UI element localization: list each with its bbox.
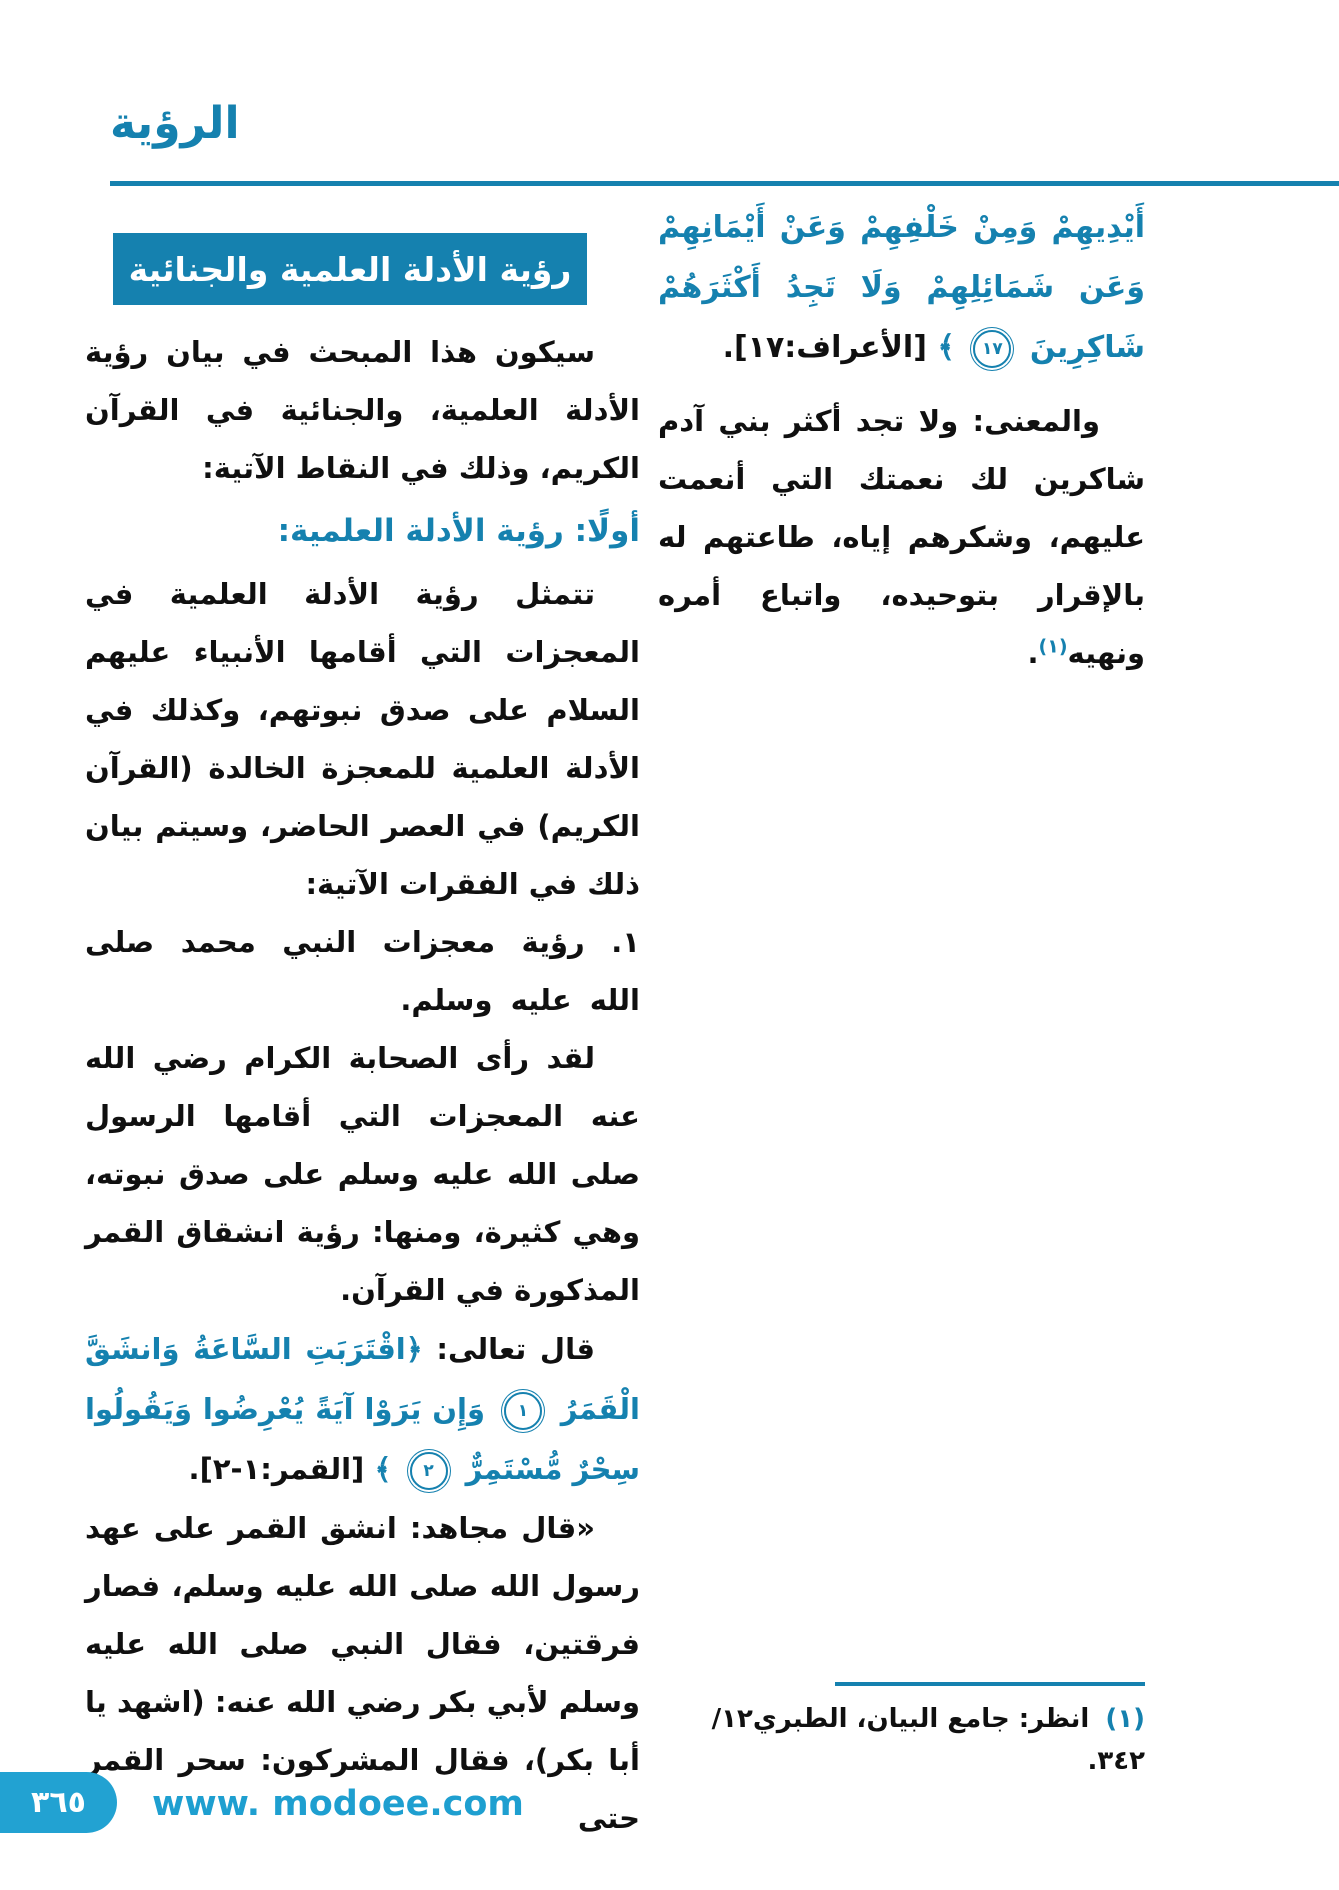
paragraph-quran-quote — [85, 1319, 640, 1499]
paragraph-mujahid-narration: «قال مجاهد: انشق القمر على عهد رسول الله صلى الله عليه وسلم، فصار فرقتين، فقال النبي صلى الله عليه وسلم لأبي بكر رضي الله عنه: (اشهد يا أبا بكر)، فقال المشركون: سحر القمر حتى — [85, 1511, 640, 1835]
right-column — [658, 198, 1145, 682]
paragraph-evidence-overview: تتمثل رؤية الأدلة العلمية في المعجزات التي أقامها الأنبياء عليهم السلام على صدق نبوتهم، وكذلك في الأدلة العلمية للمعجزة الخالدة (القرآن الكريم) في العصر الحاضر، وسيتم بيان ذلك في الفقرات الآتية: — [85, 577, 640, 901]
quran-verse-text: أَيْدِيهِمْ وَمِنْ خَلْفِهِمْ وَعَنْ أَيْمَانِهِمْ وَعَن شَمَائِلِهِمْ وَلَا تَجِدُ أَكْثَرَهُمْ شَاكِرِينَ — [658, 210, 1145, 365]
subheading-scientific-evidence: أولًا: رؤية الأدلة العلمية: — [277, 513, 640, 549]
footnote-separator — [835, 1682, 1145, 1686]
commentary-period: . — [1027, 636, 1039, 670]
quran-close-ornament-icon: ﴾ — [937, 330, 955, 365]
footnote-block — [658, 1682, 1145, 1782]
section-title-box — [113, 233, 587, 305]
quote-lead: قال تعالى: — [436, 1332, 595, 1366]
footnote-reference-mark: (١) — [1038, 635, 1068, 658]
quran-verse-araf — [658, 198, 1145, 378]
website-url: www. modoee.com — [152, 1784, 524, 1824]
section-title: رؤية الأدلة العلمية والجنائية — [128, 249, 572, 289]
left-column — [85, 233, 640, 1847]
commentary-paragraph — [658, 392, 1145, 682]
footnote-text-line — [658, 1698, 1145, 1782]
list-item-1: ١. رؤية معجزات النبي محمد صلى الله عليه وسلم. — [85, 925, 640, 1017]
intro-paragraph: سيكون هذا المبحث في بيان رؤية الأدلة العلمية، والجنائية في القرآن الكريم، وذلك في النقاط الآتية: — [85, 335, 640, 485]
verse-reference: [الأعراف:١٧]. — [722, 330, 927, 365]
header-rule — [110, 181, 1339, 186]
running-head-title: الرؤية — [110, 98, 240, 149]
verse-number-medallion: ١٧ — [973, 330, 1011, 368]
quran-qamar-part1: ﴿اقْتَرَبَتِ السَّاعَةُ وَانشَقَّ الْقَمَرُ — [85, 1332, 640, 1426]
verse-number-medallion: ٢ — [410, 1452, 448, 1490]
verse-number-medallion: ١ — [504, 1392, 542, 1430]
page-number-badge — [0, 1772, 117, 1833]
paragraph-companions: لقد رأى الصحابة الكرام رضي الله عنه المعجزات التي أقامها الرسول صلى الله عليه وسلم على صدق نبوته، وهي كثيرة، ومنها: رؤية انشقاق القمر المذكورة في القرآن. — [85, 1041, 640, 1307]
page-number: ٣٦٥ — [31, 1785, 86, 1820]
commentary-text: والمعنى: ولا تجد أكثر بني آدم شاكرين لك نعمتك التي أنعمت عليهم، وشكرهم إياه، طاعتهم له بالإقرار بتوحيده، واتباع أمره ونهيه — [658, 404, 1145, 670]
quran-close-ornament-icon: ﴾ — [374, 1452, 392, 1486]
quote-reference: [القمر:١-٢]. — [188, 1452, 365, 1486]
footnote-text: انظر: جامع البيان، الطبري١٢/ ٣٤٢. — [711, 1704, 1145, 1776]
footnote-marker: (١) — [1105, 1704, 1145, 1734]
quran-qamar-part2: وَإِن يَرَوْا آيَةً يُعْرِضُوا وَيَقُولُوا سِحْرٌ مُّسْتَمِرٌّ — [85, 1392, 640, 1486]
